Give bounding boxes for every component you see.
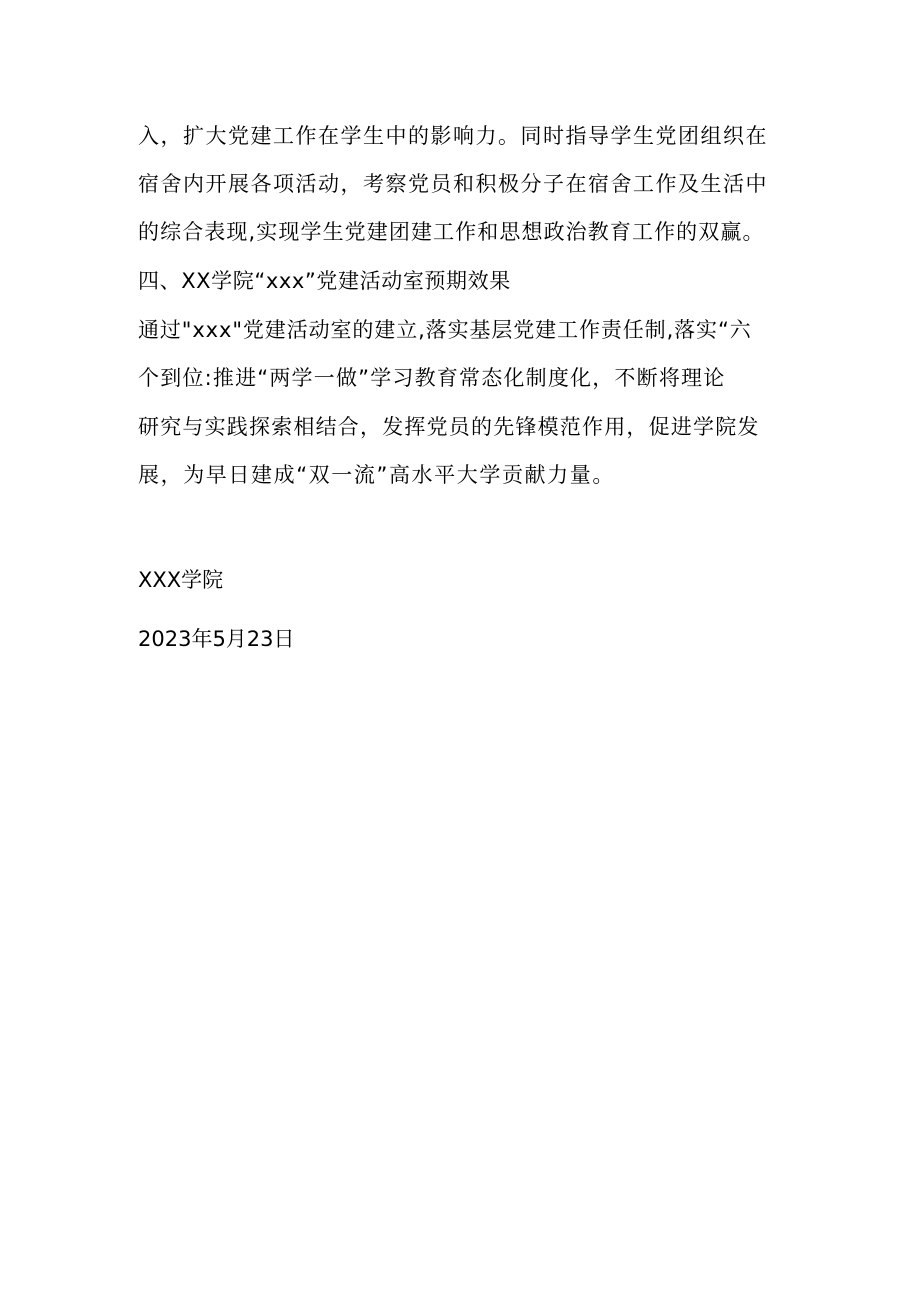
signature-org: XXX学院 <box>138 568 224 592</box>
paragraph-line: 个到位:推进“两学一做”学习教育常态化制度化，不断将理论 <box>138 366 726 390</box>
paragraph-line: 展，为早日建成“双一流”高水平大学贡献力量。 <box>138 463 615 487</box>
paragraph-line: 入，扩大党建工作在学生中的影响力。同时指导学生党团组织在 <box>138 124 768 148</box>
signature-date: 2023年5月23日 <box>138 627 295 651</box>
paragraph-line: 宿舍内开展各项活动，考察党员和积极分子在宿舍工作及生活中 <box>138 172 768 196</box>
section-heading: 四、XX学院“xxx”党建活动室预期效果 <box>138 269 511 293</box>
paragraph-line: 的综合表现,实现学生党建团建工作和思想政治教育工作的双赢。 <box>138 220 765 244</box>
paragraph-line: 通过"xxx"党建活动室的建立,落实基层党建工作责任制,落实“六 <box>138 318 752 342</box>
paragraph-line: 研究与实践探索相结合，发挥党员的先锋模范作用，促进学院发 <box>138 415 760 439</box>
